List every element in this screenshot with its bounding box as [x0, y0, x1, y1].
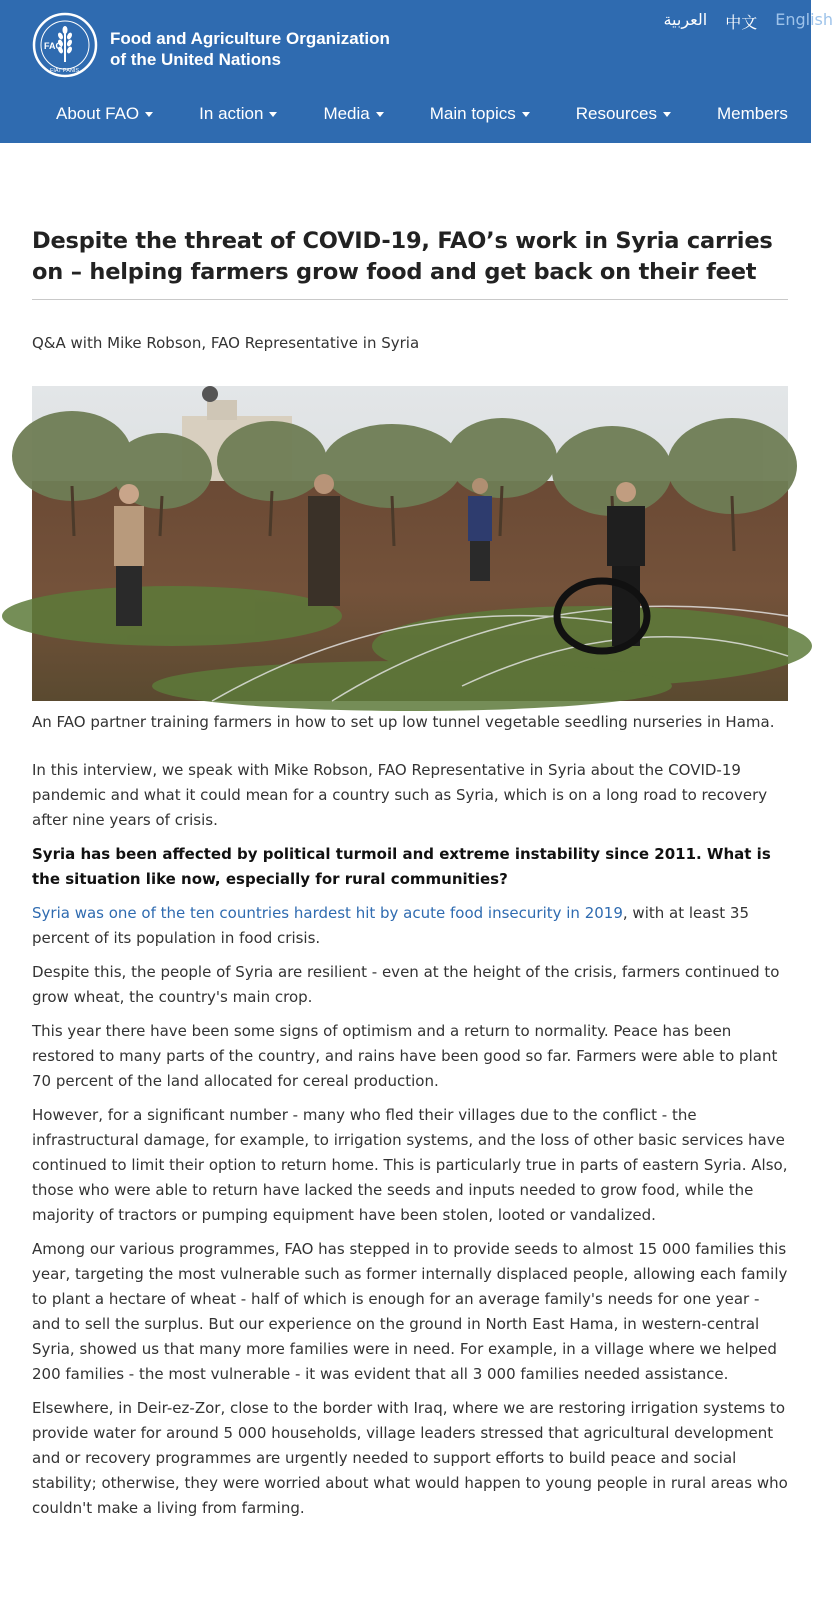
nav-label: About FAO — [56, 104, 140, 123]
caret-down-icon — [145, 112, 153, 117]
nav-members[interactable] — [717, 104, 788, 124]
body-paragraph: However, for a significant number - many who fled their villages due to the conflict - the infrastructural damage, for example, to irrigation systems, and the loss of other basic services have continued to limit their option to return home. This is particularly true in parts of eastern Syria. Also, those who were able to return have lacked the seeds and inputs needed to grow food, while the majority of tractors or pumping equipment have been stolen, looted or vandalized. — [32, 1106, 788, 1224]
photo-caption: An FAO partner training farmers in how to set up low tunnel vegetable seedling nurseries in Hama. — [32, 713, 775, 731]
article-subtitle: Q&A with Mike Robson, FAO Representative in Syria — [32, 334, 420, 352]
org-name-line1: Food and Agriculture Organization — [110, 29, 390, 48]
lang-chinese[interactable]: 中文 — [725, 13, 758, 32]
caret-down-icon — [663, 112, 671, 117]
logo-motto: FIAT PANIS — [50, 68, 80, 74]
nav-label: In action — [199, 104, 264, 123]
nav-in-action[interactable] — [199, 104, 277, 124]
nav-resources[interactable] — [576, 104, 671, 124]
intro-paragraph: In this interview, we speak with Mike Robson, FAO Representative in Syria about the COVID-19 pandemic and what it could mean for a country such as Syria, which is on a long road to recovery after nine years of crisis. — [32, 761, 768, 829]
language-switcher — [663, 10, 833, 33]
logo-letter-f: FAO — [44, 41, 63, 51]
nav-media[interactable] — [323, 104, 383, 124]
caret-down-icon — [522, 112, 530, 117]
body-paragraph: Among our various programmes, FAO has stepped in to provide seeds to almost 15 000 families this year, targeting the most vulnerable such as former internally displaced people, allowing each family to plant a hectare of wheat - half of which is enough for an average family's needs for one year - and to sell the surplus. But our experience on the ground in North East Hama, in western-central Syria, showed us that many more families were in need. For example, in a village where we helped 200 families - the most vulnerable - it was evident that all 3 000 families needed assistance. — [32, 1240, 788, 1383]
article-body — [32, 758, 788, 1521]
nav-label: Media — [323, 104, 370, 123]
title-divider — [32, 299, 788, 300]
article — [32, 226, 788, 1530]
site-header — [0, 0, 833, 143]
caret-down-icon — [269, 112, 277, 117]
paragraph-text: , with at least 35 percent of its population in food crisis. — [32, 904, 749, 947]
fao-logo-icon[interactable] — [32, 12, 98, 78]
org-name[interactable] — [110, 28, 390, 70]
body-paragraph — [32, 901, 788, 951]
lang-arabic[interactable]: العربية — [663, 10, 708, 29]
main-nav — [56, 104, 788, 124]
nav-about-fao[interactable] — [56, 104, 153, 124]
nav-label: Resources — [575, 104, 657, 123]
body-paragraph: This year there have been some signs of optimism and a return to normality. Peace has been restored to many parts of the country, and rains have been good so far. Farmers were able to plant 70 percent of the land allocated for cereal production. — [32, 1022, 778, 1090]
org-name-line2: of the United Nations — [110, 50, 281, 69]
article-photo — [32, 386, 788, 701]
question-heading: Syria has been affected by political turmoil and extreme instability since 2011. What is the situation like now, especially for rural communities? — [32, 845, 771, 888]
body-paragraph: Elsewhere, in Deir-ez-Zor, close to the border with Iraq, where we are restoring irrigation systems to provide water for around 5 000 households, village leaders stressed that agricultural development and or recovery programmes are urgently needed to support efforts to build peace and social stability; otherwise, they were worried about what would happen to young people in rural areas who couldn't make a living from farming. — [32, 1399, 788, 1517]
nav-main-topics[interactable] — [430, 104, 530, 124]
lang-english[interactable]: English — [775, 10, 833, 29]
article-title: Despite the threat of COVID-19, FAO’s work in Syria carries on – helping farmers grow food and get back on their feet — [32, 228, 773, 285]
body-paragraph: Despite this, the people of Syria are resilient - even at the height of the crisis, farmers continued to grow wheat, the country's main crop. — [32, 963, 780, 1006]
nav-label: Main topics — [429, 104, 516, 123]
caret-down-icon — [376, 112, 384, 117]
food-insecurity-link[interactable]: Syria was one of the ten countries hardest hit by acute food insecurity in 2019 — [32, 904, 623, 922]
nav-label: Members — [717, 104, 788, 123]
